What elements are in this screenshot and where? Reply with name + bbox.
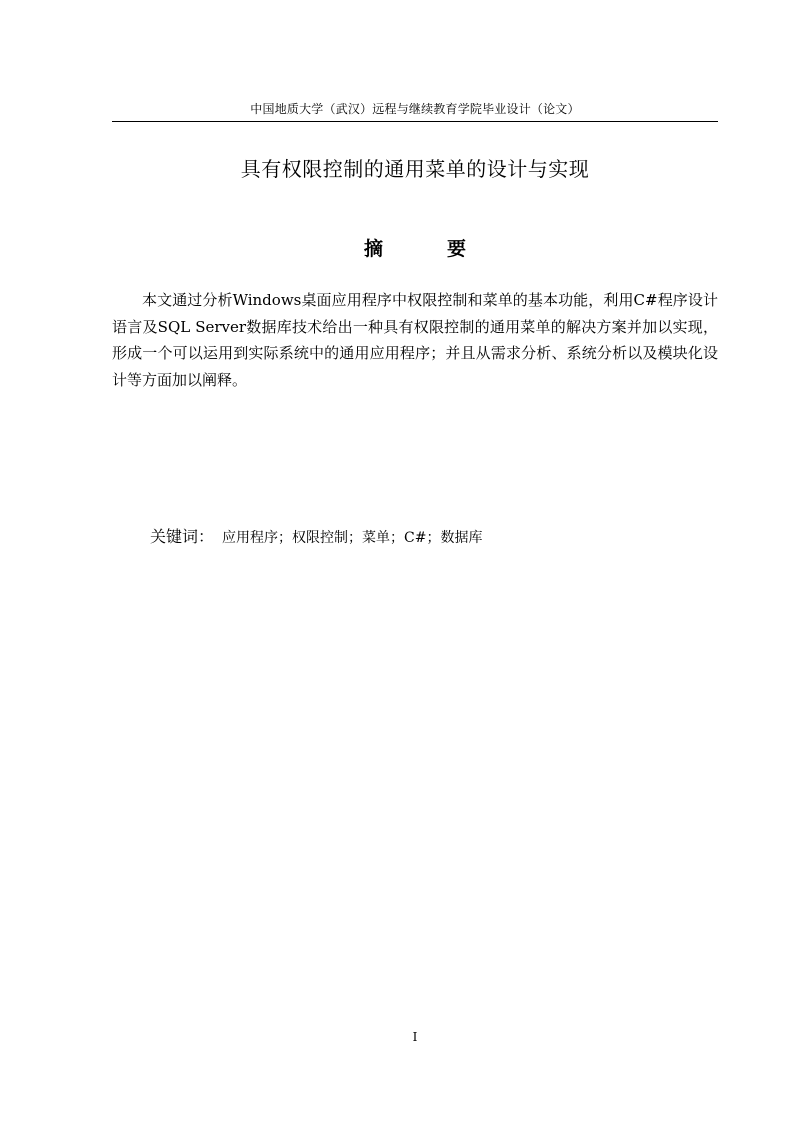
- page-header: 中国地质大学（武汉）远程与继续教育学院毕业设计（论文）: [250, 102, 580, 116]
- keywords-values: 应用程序；权限控制；菜单；C#；数据库: [222, 530, 483, 546]
- page-number: I: [412, 1030, 418, 1044]
- keywords-line: [150, 527, 482, 548]
- keywords-label: 关键词：: [150, 527, 215, 546]
- header-rule: [112, 121, 718, 122]
- abstract-body: 本文通过分析Windows桌面应用程序中权限控制和菜单的基本功能，利用C#程序设计语言及SQL Server数据库技术给出一种具有权限控制的通用菜单的解决方案并加以实现，形成一个可以运用到实际系统中的通用应用程序；并且从需求分析、系统分析以及模块化设计等方面加以阐释。: [112, 291, 718, 389]
- document-title: 具有权限控制的通用菜单的设计与实现: [240, 157, 590, 181]
- abstract-heading: 摘要: [363, 238, 530, 260]
